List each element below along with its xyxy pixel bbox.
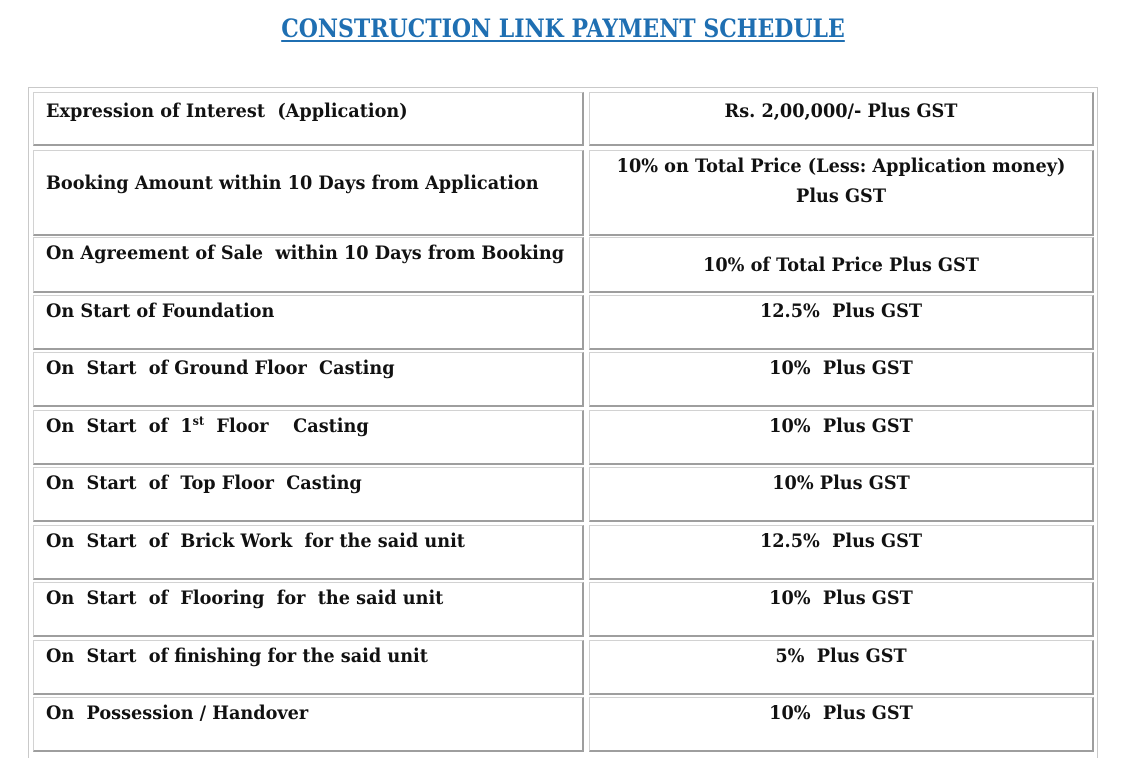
payment-label: 10% Plus GST: [769, 702, 913, 724]
payment-schedule-table: [28, 87, 1098, 758]
stage-label: [46, 411, 369, 441]
stage-cell: [33, 150, 584, 236]
payment-label: 12.5% Plus GST: [759, 300, 923, 322]
stage-label: Booking Amount within 10 Days from Application: [46, 172, 539, 194]
stage-label: On Start of Ground Floor Casting: [46, 357, 395, 379]
payment-cell: [589, 467, 1094, 522]
stage-cell: [33, 640, 584, 695]
stage-cell: [33, 697, 584, 752]
table-row: [29, 237, 1097, 293]
payment-label-line2: Plus GST: [796, 185, 886, 207]
payment-cell: [589, 150, 1094, 236]
payment-cell: [589, 697, 1094, 752]
payment-cell: [589, 92, 1094, 146]
stage-cell: [33, 582, 584, 637]
stage-cell: [33, 410, 584, 465]
stage-label-suffix: Floor Casting: [204, 415, 369, 437]
table-row: [29, 697, 1097, 752]
table-row: [29, 150, 1097, 236]
stage-cell: [33, 467, 584, 522]
stage-label: Expression of Interest (Application): [46, 100, 408, 122]
table-row: [29, 92, 1097, 146]
payment-label: Rs. 2,00,000/- Plus GST: [724, 100, 958, 122]
ordinal-suffix: st: [192, 414, 205, 428]
stage-label: On Possession / Handover: [46, 702, 309, 724]
payment-label: 10% of Total Price Plus GST: [703, 254, 979, 276]
payment-label: 12.5% Plus GST: [759, 530, 923, 552]
payment-label: 10% Plus GST: [769, 415, 913, 437]
payment-cell: [589, 352, 1094, 407]
table-row: [29, 352, 1097, 407]
payment-cell: [589, 237, 1094, 293]
page-title: CONSTRUCTION LINK PAYMENT SCHEDULE: [281, 14, 845, 43]
table-row: [29, 410, 1097, 465]
table-row: [29, 582, 1097, 637]
stage-cell: [33, 352, 584, 407]
stage-label: On Start of Flooring for the said unit: [46, 587, 444, 609]
payment-label: 10% Plus GST: [769, 357, 913, 379]
stage-label-prefix: On Start of 1: [46, 415, 193, 437]
stage-cell: [33, 295, 584, 350]
payment-label: 10% Plus GST: [769, 587, 913, 609]
payment-label-line1: 10% on Total Price (Less: Application money): [616, 155, 1066, 177]
table-row: [29, 640, 1097, 695]
payment-cell: [589, 410, 1094, 465]
stage-label: On Start of finishing for the said unit: [46, 645, 428, 667]
stage-label: On Start of Foundation: [46, 300, 275, 322]
table-row: [29, 295, 1097, 350]
table-row: [29, 467, 1097, 522]
stage-label: On Agreement of Sale within 10 Days from Booking: [46, 242, 565, 264]
payment-cell: [589, 582, 1094, 637]
stage-label: On Start of Brick Work for the said unit: [46, 530, 465, 552]
payment-cell: [589, 295, 1094, 350]
payment-cell: [589, 640, 1094, 695]
stage-cell: [33, 92, 584, 146]
payment-label: 5% Plus GST: [775, 645, 907, 667]
stage-cell: [33, 525, 584, 580]
payment-label: 10% Plus GST: [772, 472, 910, 494]
stage-label: On Start of Top Floor Casting: [46, 472, 362, 494]
payment-cell: [589, 525, 1094, 580]
table-row: [29, 525, 1097, 580]
stage-cell: [33, 237, 584, 293]
